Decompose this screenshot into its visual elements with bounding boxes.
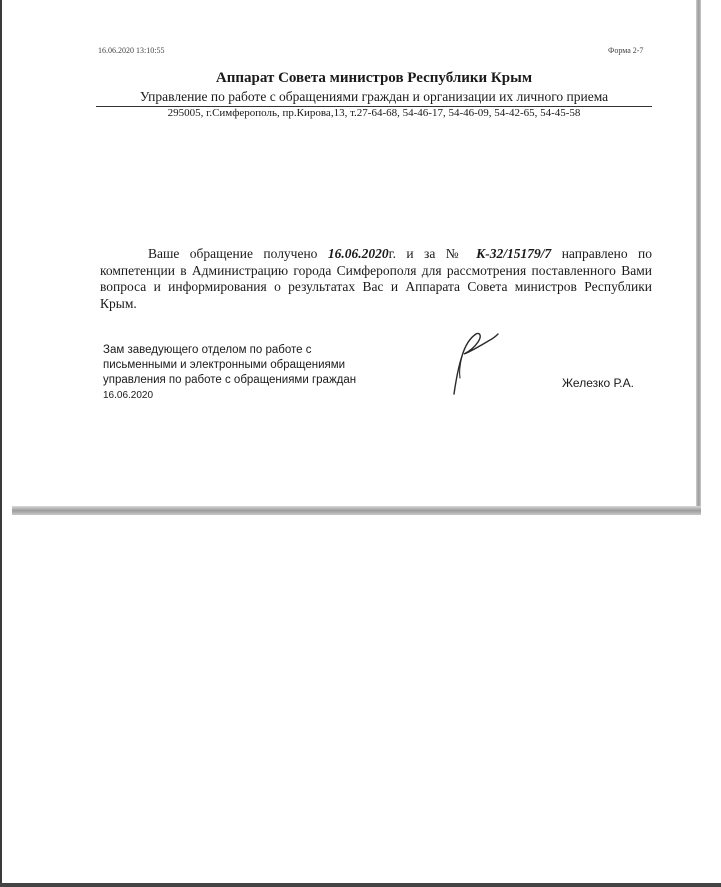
print-timestamp: 16.06.2020 13:10:55 xyxy=(98,46,165,55)
scan-left-edge xyxy=(0,0,2,887)
letter-body xyxy=(100,246,652,312)
organization-title: Аппарат Совета министров Республики Крым xyxy=(215,70,533,86)
scan-page-bottom-edge xyxy=(12,506,701,515)
signer-position-line: управления по работе с обращениями граждан xyxy=(103,374,357,386)
scan-right-edge xyxy=(696,0,701,512)
department-name: Управление по работе с обращениями граждан и организации их личного приема xyxy=(96,89,652,107)
scan-floor-edge xyxy=(0,883,721,887)
signer-position xyxy=(103,343,403,403)
form-number: Форма 2-7 xyxy=(608,46,644,55)
body-text-part3: направлено по компетенции в Администрацию города Симферополя для рассмотрения поставленного Вами вопроса и информирования о результатах Вас и Аппарата Совета министров Республики Крым. xyxy=(100,246,652,311)
signer-name: Железко Р.А. xyxy=(562,376,634,390)
registration-number: К-32/15179/7 xyxy=(476,246,552,261)
received-date: 16.06.2020 xyxy=(327,246,389,261)
organization-address: 295005, г.Симферополь, пр.Кирова,13, т.27-64-68, 54-46-17, 54-46-09, 54-42-65, 54-45-58 xyxy=(167,107,581,119)
signer-position-line: письменными и электронными обращениями xyxy=(103,359,346,371)
signer-position-line: Зам заведующего отделом по работе с xyxy=(103,344,312,356)
signature-date: 16.06.2020 xyxy=(103,390,154,401)
body-text-part1: Ваше обращение получено xyxy=(148,246,328,261)
handwritten-signature xyxy=(446,330,500,396)
body-text-part2: г. и за № xyxy=(388,246,477,261)
